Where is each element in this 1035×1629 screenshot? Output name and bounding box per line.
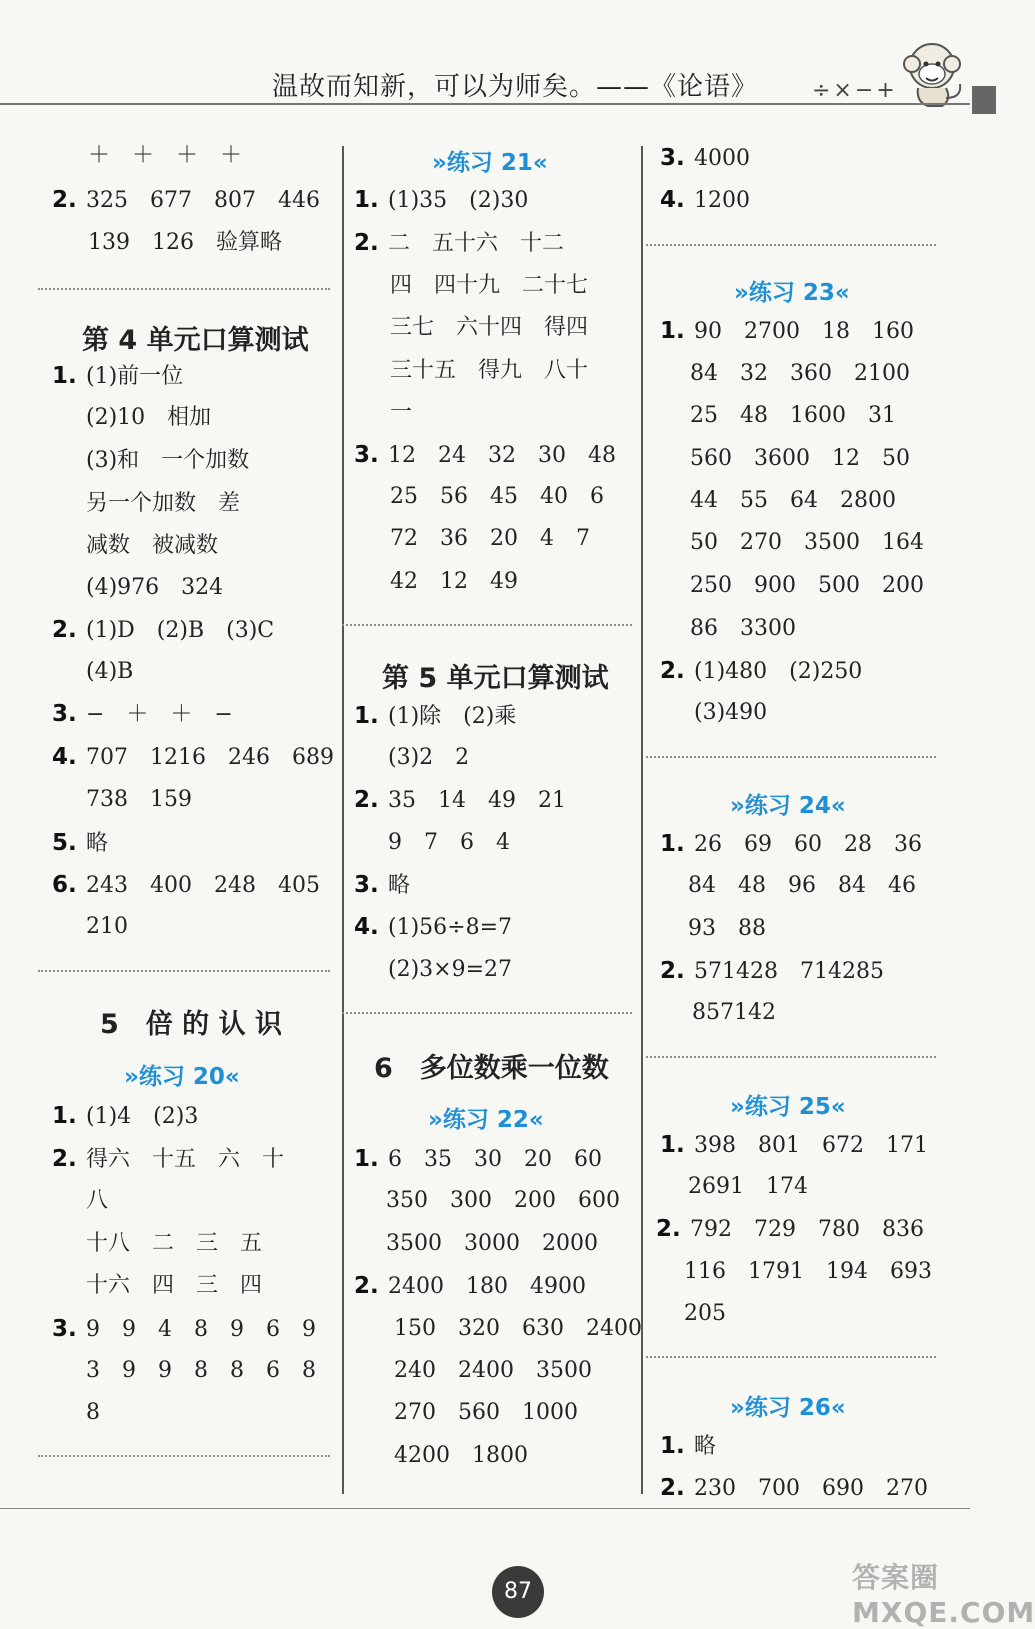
answer-line: 三十五 得九 八十 bbox=[390, 358, 589, 383]
answer-line: 42 12 49 bbox=[390, 569, 518, 594]
section-heading: 第 5 单元口算测试 bbox=[382, 663, 609, 694]
answer-line: 25 56 45 40 6 bbox=[390, 484, 604, 509]
question-number: 3. bbox=[52, 1316, 77, 1342]
answer-text: − ＋ ＋ − bbox=[86, 702, 233, 727]
header-rule bbox=[0, 103, 970, 105]
question-number: 3. bbox=[354, 442, 379, 468]
answer-text: (1)56÷8=7 bbox=[388, 915, 513, 940]
answer-text: 707 1216 246 689 bbox=[86, 745, 334, 770]
question-number: 1. bbox=[354, 703, 379, 729]
answer-line: 25 48 1600 31 bbox=[690, 403, 896, 428]
watermark-stamp: 答案圈 MXQE.COM bbox=[852, 1561, 1035, 1629]
section-divider bbox=[646, 1056, 936, 1058]
practice-title: »练习 22« bbox=[428, 1107, 544, 1133]
answer-line bbox=[660, 1432, 716, 1461]
answer-line: 560 3600 12 50 bbox=[690, 446, 910, 471]
answer-line: 210 bbox=[86, 914, 128, 939]
question-number: 4. bbox=[660, 187, 685, 213]
question-number: 3. bbox=[52, 701, 77, 727]
question-number: 1. bbox=[354, 1146, 379, 1172]
answer-line bbox=[660, 957, 884, 986]
question-number: 1. bbox=[52, 363, 77, 389]
answer-text: (1)前一位 bbox=[86, 364, 184, 389]
practice-title: »练习 24« bbox=[730, 793, 846, 819]
answer-line bbox=[660, 317, 914, 346]
question-number: 2. bbox=[52, 1146, 77, 1172]
answer-line: (2)3×9=27 bbox=[388, 957, 513, 982]
answer-line bbox=[354, 1272, 586, 1301]
answer-text: 26 69 60 28 36 bbox=[694, 832, 922, 857]
answer-line: 84 48 96 84 46 bbox=[688, 873, 916, 898]
answer-text: 略 bbox=[86, 831, 109, 856]
answer-line: 八 bbox=[86, 1188, 109, 1213]
answer-text: 2400 180 4900 bbox=[388, 1274, 586, 1299]
question-number: 4. bbox=[354, 914, 379, 940]
question-number: 1. bbox=[52, 1103, 77, 1129]
answer-line: 另一个加数 差 bbox=[86, 491, 241, 516]
section-divider bbox=[646, 1356, 936, 1358]
answer-line: 205 bbox=[684, 1301, 726, 1326]
section-divider bbox=[38, 1455, 330, 1457]
answer-line bbox=[354, 871, 410, 900]
question-number: 2. bbox=[656, 1216, 681, 1242]
column-divider-2 bbox=[641, 146, 643, 1494]
answer-line: 86 3300 bbox=[690, 616, 796, 641]
answer-line: 8 bbox=[86, 1400, 100, 1425]
question-number: 5. bbox=[52, 830, 77, 856]
answer-text: 12 24 32 30 48 bbox=[388, 443, 616, 468]
answer-line: (3)490 bbox=[694, 700, 768, 725]
question-number: 1. bbox=[354, 187, 379, 213]
question-number: 2. bbox=[660, 658, 685, 684]
section-divider bbox=[38, 288, 330, 290]
answer-line bbox=[52, 1145, 284, 1174]
answer-line bbox=[656, 1215, 924, 1244]
practice-title: »练习 26« bbox=[730, 1395, 846, 1421]
chapter-heading: 5 倍 的 认 识 bbox=[100, 1009, 282, 1040]
answer-text: 9 9 4 8 9 6 9 bbox=[86, 1317, 316, 1342]
answer-line: ＋ ＋ ＋ ＋ bbox=[88, 143, 243, 168]
answer-line: 738 159 bbox=[86, 787, 192, 812]
answer-text: 得六 十五 六 十 bbox=[86, 1147, 285, 1172]
answer-line: 一 bbox=[390, 400, 413, 425]
answer-line bbox=[52, 1315, 316, 1344]
answer-line: (4)976 324 bbox=[86, 575, 224, 600]
answer-line: 十八 二 三 五 bbox=[86, 1231, 263, 1256]
answer-line bbox=[660, 830, 922, 859]
page-number: 87 bbox=[492, 1566, 544, 1618]
header-tab-marker bbox=[972, 86, 996, 114]
answer-text: 1200 bbox=[694, 188, 750, 213]
answer-line: (3)2 2 bbox=[388, 745, 470, 770]
answer-text: 325 677 807 446 bbox=[86, 188, 320, 213]
answer-line: 857142 bbox=[692, 1000, 776, 1025]
practice-title: »练习 20« bbox=[124, 1064, 240, 1090]
answer-line: (4)B bbox=[86, 659, 134, 684]
answer-line bbox=[354, 441, 616, 470]
answer-line bbox=[52, 616, 274, 645]
answer-line bbox=[354, 1145, 602, 1174]
answer-line: 270 560 1000 bbox=[394, 1400, 578, 1425]
question-number: 2. bbox=[354, 787, 379, 813]
header-quote: 温故而知新，可以为师矣。——《论语》 bbox=[272, 72, 759, 102]
answer-line: 350 300 200 600 bbox=[386, 1188, 620, 1213]
chapter-heading: 6 多位数乘一位数 bbox=[374, 1053, 609, 1084]
practice-title: »练习 21« bbox=[432, 150, 548, 176]
answer-line bbox=[660, 1131, 928, 1160]
answer-text: 35 14 49 21 bbox=[388, 788, 566, 813]
answer-line bbox=[52, 829, 108, 858]
answer-line bbox=[354, 702, 516, 731]
section-divider bbox=[646, 244, 936, 246]
answer-line: 四 四十九 二十七 bbox=[390, 273, 589, 298]
answer-text: (1)480 (2)250 bbox=[694, 659, 863, 684]
answer-text: 二 五十六 十二 bbox=[388, 231, 565, 256]
answer-text: 230 700 690 270 bbox=[694, 1476, 928, 1501]
question-number: 3. bbox=[660, 145, 685, 171]
answer-line: 116 1791 194 693 bbox=[684, 1259, 932, 1284]
column-divider-1 bbox=[342, 146, 344, 1494]
answer-line bbox=[354, 913, 512, 942]
question-number: 2. bbox=[52, 187, 77, 213]
section-heading: 第 4 单元口算测试 bbox=[82, 325, 309, 356]
answer-line bbox=[52, 362, 183, 391]
answer-text: (1)35 (2)30 bbox=[388, 188, 529, 213]
monkey-mascot-icon bbox=[898, 36, 968, 110]
answer-line: 139 126 验算略 bbox=[88, 230, 282, 255]
answer-line: 3 9 9 8 8 6 8 bbox=[86, 1358, 316, 1383]
answer-text: 398 801 672 171 bbox=[694, 1133, 928, 1158]
bottom-rule bbox=[0, 1508, 970, 1509]
answer-line: 84 32 360 2100 bbox=[690, 361, 910, 386]
answer-text: (1)4 (2)3 bbox=[86, 1104, 199, 1129]
answer-line bbox=[354, 186, 528, 215]
question-number: 3. bbox=[354, 872, 379, 898]
answer-line: 93 88 bbox=[688, 916, 766, 941]
question-number: 4. bbox=[52, 744, 77, 770]
question-number: 2. bbox=[660, 958, 685, 984]
answer-line: 3500 3000 2000 bbox=[386, 1231, 598, 1256]
question-number: 2. bbox=[354, 230, 379, 256]
answer-line bbox=[52, 871, 320, 900]
section-divider bbox=[646, 756, 936, 758]
answer-line bbox=[660, 657, 862, 686]
answer-text: (1)D (2)B (3)C bbox=[86, 618, 275, 643]
answer-line bbox=[354, 229, 564, 258]
answer-text: 略 bbox=[388, 873, 411, 898]
answer-line bbox=[52, 186, 320, 215]
answer-line: 三七 六十四 得四 bbox=[390, 315, 589, 340]
question-number: 1. bbox=[660, 318, 685, 344]
answer-line bbox=[52, 1102, 198, 1131]
answer-text: 243 400 248 405 bbox=[86, 873, 320, 898]
answer-line: 240 2400 3500 bbox=[394, 1358, 592, 1383]
answer-line: 72 36 20 4 7 bbox=[390, 526, 590, 551]
answer-text: 90 2700 18 160 bbox=[694, 319, 914, 344]
question-number: 2. bbox=[354, 1273, 379, 1299]
practice-title: »练习 23« bbox=[734, 280, 850, 306]
answer-text: 略 bbox=[694, 1434, 717, 1459]
answer-line: 44 55 64 2800 bbox=[690, 488, 896, 513]
question-number: 1. bbox=[660, 1433, 685, 1459]
answer-line: 250 900 500 200 bbox=[690, 573, 924, 598]
answer-line: 2691 174 bbox=[688, 1174, 808, 1199]
answer-line bbox=[52, 700, 233, 729]
question-number: 1. bbox=[660, 831, 685, 857]
answer-text: 571428 714285 bbox=[694, 959, 884, 984]
question-number: 2. bbox=[52, 617, 77, 643]
answer-line bbox=[52, 743, 334, 772]
section-divider bbox=[342, 624, 632, 626]
question-number: 6. bbox=[52, 872, 77, 898]
answer-line: 50 270 3500 164 bbox=[690, 530, 924, 555]
answer-text: 6 35 30 20 60 bbox=[388, 1147, 602, 1172]
section-divider bbox=[342, 1012, 632, 1014]
question-number: 2. bbox=[660, 1475, 685, 1501]
answer-line: 4200 1800 bbox=[394, 1443, 528, 1468]
answer-line: (2)10 相加 bbox=[86, 405, 212, 430]
answer-line bbox=[660, 144, 750, 173]
practice-title: »练习 25« bbox=[730, 1094, 846, 1120]
answer-line: 150 320 630 2400 bbox=[394, 1316, 642, 1341]
math-symbols: ÷×−+ bbox=[812, 78, 898, 103]
answer-line: (3)和 一个加数 bbox=[86, 448, 250, 473]
answer-line bbox=[354, 786, 566, 815]
answer-line bbox=[660, 186, 750, 215]
section-divider bbox=[38, 970, 330, 972]
answer-text: 792 729 780 836 bbox=[690, 1217, 924, 1242]
answer-line: 减数 被减数 bbox=[86, 533, 219, 558]
answer-text: (1)除 (2)乘 bbox=[388, 704, 517, 729]
answer-line: 十六 四 三 四 bbox=[86, 1273, 263, 1298]
question-number: 1. bbox=[660, 1132, 685, 1158]
answer-line: 9 7 6 4 bbox=[388, 830, 510, 855]
answer-text: 4000 bbox=[694, 146, 750, 171]
answer-line bbox=[660, 1474, 928, 1503]
